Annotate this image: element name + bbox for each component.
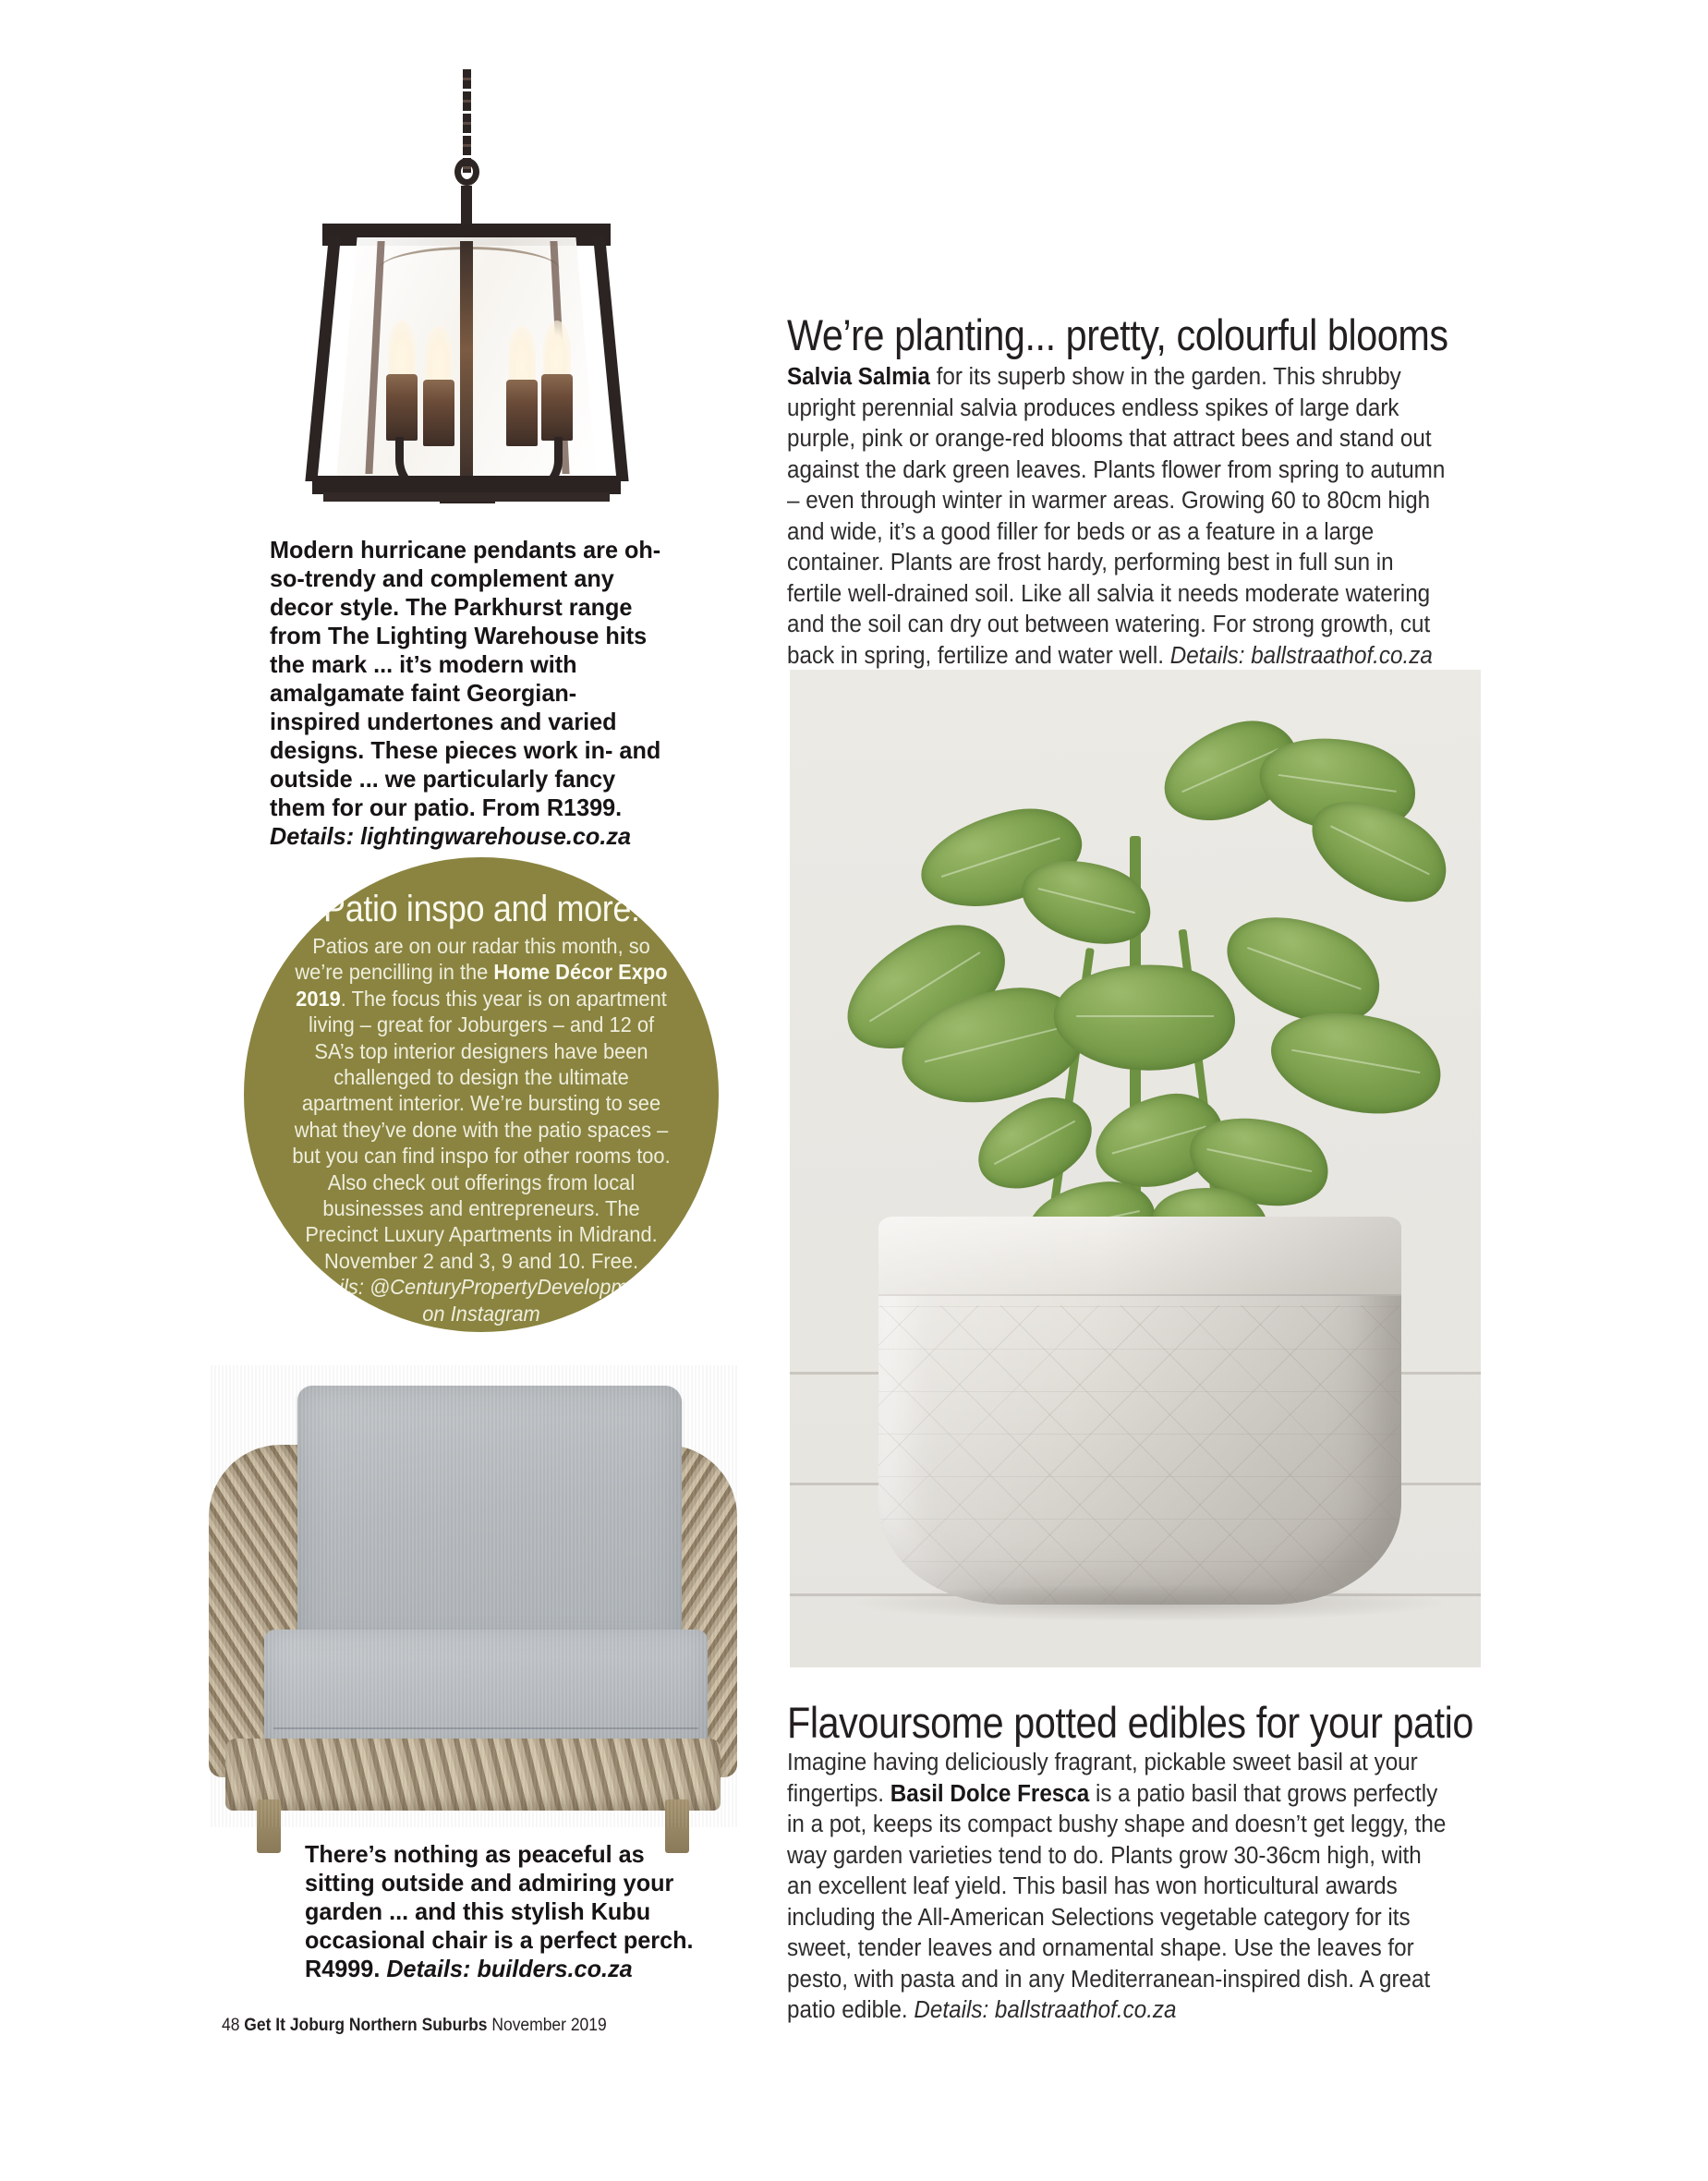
planting-details: Details: ballstraathof.co.za: [1169, 642, 1433, 669]
footer-issue: November 2019: [491, 2016, 607, 2035]
lantern-bulb-4: [541, 374, 573, 441]
lantern-flame-4: [543, 321, 571, 380]
pendant-caption-text: Modern hurricane pendants are oh-so-trendy and complement any decor style. The Parkhurst range from The Lighting Warehouse hits the mark ... it’s modern with amalgamate faint Georgian-inspired undertones and varied designs. These pieces work in- and outside ... we particularly fancy them for our patio. From R1399.: [270, 536, 661, 821]
patio-inspo-handle: @CenturyPropertyDevelopments: [369, 1275, 666, 1300]
patio-inspo-event-name: Home Décor Expo 2019: [296, 960, 668, 1011]
hurricane-pendant-photo: [268, 69, 665, 522]
lantern-flame-1: [388, 321, 416, 380]
chair-caption-text: There’s nothing as peaceful as sitting outside and admiring your garden ... and this stylish Kubu occasional chair is a perfect perch.: [305, 1840, 694, 1954]
chair-caption: [305, 1840, 699, 1983]
planting-body: [787, 362, 1447, 672]
pendant-caption-details: Details: lightingwarehouse.co.za: [270, 822, 631, 850]
lantern-centre-rod: [460, 241, 473, 483]
patio-inspo-callout: [244, 857, 719, 1332]
lantern-stem: [461, 186, 472, 230]
page-footer: [222, 2016, 607, 2036]
patio-inspo-body-part1: Patios are on our radar this month, so we’re pencilling in the: [295, 934, 650, 985]
chair-back-cushion: [297, 1386, 682, 1646]
lantern-bulb-1: [386, 374, 418, 441]
footer-publication: Get It Joburg Northern Suburbs: [244, 2016, 488, 2035]
flavour-heading: Flavoursome potted edibles for your patio: [787, 1698, 1473, 1747]
chair-leg-left: [257, 1799, 281, 1853]
lantern-bottom-frame-2: [323, 492, 610, 502]
planting-lead-bold: Salvia Salmia: [787, 364, 930, 390]
lantern-bottom-frame: [312, 476, 621, 494]
chair-seat-seam: [273, 1727, 698, 1729]
footer-page-number: 48: [222, 2016, 240, 2035]
patio-inspo-body: [289, 933, 673, 1327]
flavour-body-part1: Imagine having deliciously fragrant, pickable sweet basil at your fingertips.: [787, 1750, 1418, 1807]
lantern-flame-3: [508, 326, 536, 385]
flavour-product-name: Basil Dolce Fresca: [890, 1780, 1090, 1807]
chair-caption-price: R4999.: [305, 1955, 381, 1982]
lantern-post-right: [593, 236, 629, 481]
patio-inspo-details-label: Details:: [297, 1275, 364, 1300]
lantern-flame-2: [425, 326, 453, 385]
pendant-caption: [270, 536, 664, 851]
planting-heading: We’re planting... pretty, colourful blooms: [787, 310, 1448, 359]
lantern-post-left: [305, 236, 341, 481]
patio-inspo-body-part2: . The focus this year is on apartment living – great for Joburgers – and 12 of SA’s top interior designers have been challenged to design the ultimate apartment interior. We’re bursting to see what they’ve done with the patio spaces – but you can find inspo for other rooms too. Also check out offerings from local businesses and entrepreneurs. The Precinct Luxury Apartments in Midrand. November 2 and 3, 9 and 10. Free.: [292, 986, 671, 1273]
chair-caption-details: Details: builders.co.za: [386, 1955, 633, 1982]
basil-plant-photo: [790, 670, 1481, 1667]
flavour-body-part2: is a patio basil that grows perfectly in a pot, keeps its compact bushy shape and doesn’t get leggy, the way garden varieties tend to do. Plants grow 30-36cm high, with an excellent leaf yield. This basil has won horticultural awards including the All-American Selections vegetable category for its sweet, tender leaves and ornamental shape. Use the leaves for pesto, with pasta and in any Mediterranean-inspired dish. A great patio edible.: [787, 1780, 1447, 2023]
pot-shading: [878, 1217, 1401, 1605]
patio-inspo-title: Patio inspo and more!: [322, 889, 640, 929]
planting-body-text: for its superb show in the garden. This shrubby upright perennial salvia produces endless spikes of large dark purple, pink or orange-red blooms that attract bees and stand out against the dark green leaves. Plants flower from spring to autumn – even through winter in warmer areas. Growing 60 to 80cm high and wide, it’s a good filler for beds or as a feature in a large container. Plants are frost hardy, performing best in full sun in fertile well-drained soil. Like all salvia it needs moderate watering and the soil can dry out between watering. For strong growth, cut back in spring, fertilize and water well.: [787, 364, 1446, 669]
lantern-chain-icon: [463, 69, 471, 173]
concrete-plant-pot: [878, 1217, 1401, 1605]
chair-wicker-base: [225, 1739, 721, 1811]
flavour-details: Details: ballstraathof.co.za: [914, 1997, 1177, 2023]
pot-shadow: [854, 1584, 1446, 1621]
kubu-chair-photo: [209, 1365, 737, 1827]
flavour-body: [787, 1748, 1447, 2027]
patio-inspo-platform: on Instagram: [422, 1301, 540, 1326]
